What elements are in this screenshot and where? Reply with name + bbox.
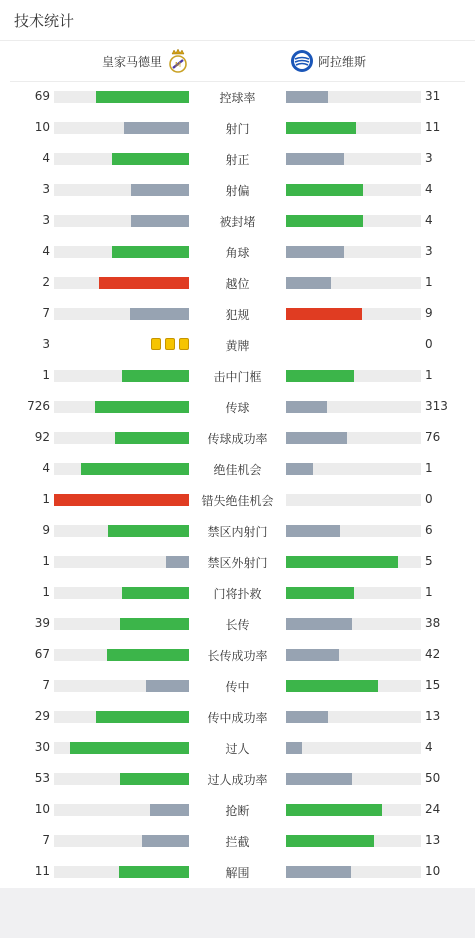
home-stat-bar xyxy=(54,835,189,847)
home-stat-value: 92 xyxy=(34,430,50,444)
home-stat-value: 4 xyxy=(42,151,50,165)
away-stat-value: 10 xyxy=(425,864,441,878)
away-stat-bar-fill xyxy=(286,525,340,537)
away-stat-value: 0 xyxy=(425,337,433,351)
home-stat-bar xyxy=(54,463,189,475)
home-stat-bar-fill xyxy=(122,587,190,599)
away-stat-bar xyxy=(286,556,421,568)
away-stat-value: 1 xyxy=(425,461,433,475)
away-stat-bar xyxy=(286,401,421,413)
yellow-card-icon xyxy=(165,338,175,350)
stat-label: 禁区外射门 xyxy=(207,556,268,570)
home-stat-bar-fill xyxy=(120,773,189,785)
home-stat-value: 11 xyxy=(34,864,50,878)
stat-row xyxy=(0,763,475,794)
stat-label: 禁区内射门 xyxy=(207,525,268,539)
stat-label: 射正 xyxy=(225,153,250,167)
home-stat-value: 4 xyxy=(42,244,50,258)
away-stat-bar xyxy=(286,122,421,134)
away-stat-value: 76 xyxy=(425,430,441,444)
home-stat-value: 39 xyxy=(34,616,50,630)
stat-label: 控球率 xyxy=(219,91,256,105)
away-stat-bar-fill xyxy=(286,649,339,661)
away-stat-bar-fill xyxy=(286,122,356,134)
away-stat-bar xyxy=(286,370,421,382)
home-stat-bar-fill xyxy=(95,401,190,413)
home-stat-value: 3 xyxy=(42,182,50,196)
away-stat-value: 9 xyxy=(425,306,433,320)
home-stat-value: 10 xyxy=(34,802,50,816)
away-stat-bar xyxy=(286,804,421,816)
stat-label: 解围 xyxy=(225,866,250,880)
home-stat-bar-fill xyxy=(119,866,189,878)
away-stat-bar-fill xyxy=(286,463,313,475)
away-stat-bar-fill xyxy=(286,153,344,165)
home-stat-value: 29 xyxy=(34,709,50,723)
away-stat-bar-fill xyxy=(286,277,331,289)
home-stat-value: 10 xyxy=(34,120,50,134)
home-stat-value: 9 xyxy=(42,523,50,537)
home-stat-value: 1 xyxy=(42,554,50,568)
away-stat-value: 1 xyxy=(425,368,433,382)
stat-label: 被封堵 xyxy=(219,215,256,229)
home-stat-bar-fill xyxy=(124,122,189,134)
away-stat-bar-fill xyxy=(286,742,302,754)
stat-label: 射偏 xyxy=(225,184,250,198)
stat-label: 过人 xyxy=(225,742,250,756)
stat-row xyxy=(0,143,475,174)
home-team-name: 皇家马德里 xyxy=(102,54,163,69)
home-stat-bar xyxy=(54,370,189,382)
stat-label: 门将扑救 xyxy=(213,587,262,601)
stat-row xyxy=(0,422,475,453)
home-stat-bar xyxy=(54,122,189,134)
home-stat-bar-fill xyxy=(54,494,189,506)
yellow-card-icon xyxy=(179,338,189,350)
page-title: 技术统计 xyxy=(0,0,475,41)
stat-row xyxy=(0,701,475,732)
stat-row xyxy=(0,236,475,267)
home-stat-bar-fill xyxy=(99,277,189,289)
home-stat-value: 1 xyxy=(42,368,50,382)
home-stat-bar-fill xyxy=(131,184,189,196)
away-stat-bar xyxy=(286,308,421,320)
away-stat-bar xyxy=(286,525,421,537)
home-stat-value: 3 xyxy=(42,337,50,351)
home-stat-bar-fill xyxy=(122,370,190,382)
alaves-crest-icon xyxy=(290,49,314,73)
home-stat-bar-fill xyxy=(131,215,189,227)
home-stat-value: 1 xyxy=(42,585,50,599)
home-stat-value: 7 xyxy=(42,833,50,847)
home-stat-bar xyxy=(54,680,189,692)
away-stat-value: 6 xyxy=(425,523,433,537)
away-stat-value: 1 xyxy=(425,275,433,289)
away-stat-bar xyxy=(286,742,421,754)
home-stat-bar xyxy=(54,804,189,816)
away-stat-bar xyxy=(286,432,421,444)
away-stat-value: 42 xyxy=(425,647,441,661)
away-stat-value: 50 xyxy=(425,771,441,785)
away-stat-value: 0 xyxy=(425,492,433,506)
stat-label: 错失绝佳机会 xyxy=(201,494,274,508)
away-stat-value: 4 xyxy=(425,213,433,227)
away-stat-bar-fill xyxy=(286,866,351,878)
stat-row xyxy=(0,732,475,763)
home-stat-bar xyxy=(54,649,189,661)
stat-row xyxy=(0,267,475,298)
away-stat-bar-fill xyxy=(286,184,363,196)
away-stat-value: 3 xyxy=(425,244,433,258)
away-stat-value: 4 xyxy=(425,182,433,196)
away-stat-bar xyxy=(286,773,421,785)
home-stat-bar-fill xyxy=(112,153,189,165)
stat-row xyxy=(0,329,475,360)
away-stat-value: 4 xyxy=(425,740,433,754)
home-team[interactable] xyxy=(102,41,188,81)
home-stat-bar xyxy=(54,587,189,599)
stat-row xyxy=(0,546,475,577)
home-stat-value: 7 xyxy=(42,678,50,692)
home-stat-bar-fill xyxy=(70,742,189,754)
away-stat-value: 15 xyxy=(425,678,441,692)
away-stat-bar-fill xyxy=(286,556,398,568)
home-stat-bar-fill xyxy=(166,556,189,568)
stat-label: 传中成功率 xyxy=(207,711,268,725)
home-stat-value: 30 xyxy=(34,740,50,754)
away-stat-bar xyxy=(286,184,421,196)
away-stat-value: 3 xyxy=(425,151,433,165)
stat-row xyxy=(0,174,475,205)
stat-label: 传球成功率 xyxy=(207,432,268,446)
home-stat-bar-fill xyxy=(81,463,189,475)
away-stat-bar xyxy=(286,649,421,661)
away-stat-bar-fill xyxy=(286,711,328,723)
home-stat-bar xyxy=(54,401,189,413)
home-stat-value: 67 xyxy=(34,647,50,661)
yellow-cards xyxy=(54,338,189,352)
away-stat-bar xyxy=(286,618,421,630)
away-stat-bar-fill xyxy=(286,432,347,444)
home-stat-bar-fill xyxy=(150,804,189,816)
stat-label: 过人成功率 xyxy=(207,773,268,787)
home-stat-bar-fill xyxy=(142,835,189,847)
home-stat-value: 3 xyxy=(42,213,50,227)
home-stat-bar xyxy=(54,277,189,289)
away-stat-value: 11 xyxy=(425,120,441,134)
away-stat-bar xyxy=(286,463,421,475)
away-stat-bar xyxy=(286,153,421,165)
stat-row xyxy=(0,515,475,546)
home-stat-value: 53 xyxy=(34,771,50,785)
home-stat-bar-fill xyxy=(108,525,189,537)
stat-label: 绝佳机会 xyxy=(213,463,262,477)
stat-label: 传中 xyxy=(225,680,250,694)
away-stat-bar-fill xyxy=(286,680,378,692)
home-stat-bar xyxy=(54,742,189,754)
home-stat-bar xyxy=(54,246,189,258)
away-stat-bar-fill xyxy=(286,370,354,382)
away-stat-bar xyxy=(286,587,421,599)
away-stat-bar-fill xyxy=(286,773,352,785)
home-stat-bar xyxy=(54,153,189,165)
stat-label: 抢断 xyxy=(225,804,250,818)
home-stat-bar-fill xyxy=(120,618,189,630)
away-stat-bar xyxy=(286,215,421,227)
home-stat-bar xyxy=(54,618,189,630)
stat-row xyxy=(0,81,475,112)
home-stat-bar xyxy=(54,711,189,723)
home-stat-value: 4 xyxy=(42,461,50,475)
stat-row xyxy=(0,577,475,608)
away-stat-bar xyxy=(286,494,421,506)
stat-row xyxy=(0,205,475,236)
stat-row xyxy=(0,856,475,887)
home-stat-bar-fill xyxy=(96,711,189,723)
home-stat-value: 1 xyxy=(42,492,50,506)
away-stat-bar-fill xyxy=(286,215,363,227)
away-stat-bar-fill xyxy=(286,804,382,816)
home-stat-bar-fill xyxy=(146,680,189,692)
stat-row xyxy=(0,360,475,391)
team-header xyxy=(10,41,465,82)
stat-row xyxy=(0,112,475,143)
away-stat-bar-fill xyxy=(286,401,327,413)
stat-row xyxy=(0,825,475,856)
away-stat-bar-fill xyxy=(286,835,374,847)
home-stat-value: 7 xyxy=(42,306,50,320)
home-stat-bar-fill xyxy=(112,246,189,258)
svg-text:M: M xyxy=(174,61,182,69)
away-stat-value: 24 xyxy=(425,802,441,816)
home-stat-value: 69 xyxy=(34,89,50,103)
stat-label: 长传 xyxy=(225,618,250,632)
stat-label: 击中门框 xyxy=(213,370,262,384)
home-stat-bar xyxy=(54,215,189,227)
home-stat-bar xyxy=(54,866,189,878)
away-stat-value: 13 xyxy=(425,709,441,723)
stat-label: 拦截 xyxy=(225,835,250,849)
stat-row xyxy=(0,794,475,825)
stat-row xyxy=(0,670,475,701)
home-stat-bar-fill xyxy=(96,91,189,103)
stat-label: 角球 xyxy=(225,246,250,260)
stat-row xyxy=(0,639,475,670)
away-stat-value: 313 xyxy=(425,399,448,413)
away-stat-bar xyxy=(286,680,421,692)
away-team[interactable] xyxy=(290,41,366,81)
away-stat-bar-fill xyxy=(286,587,354,599)
away-stat-value: 31 xyxy=(425,89,441,103)
away-stat-value: 38 xyxy=(425,616,441,630)
stat-row xyxy=(0,453,475,484)
away-stat-bar-fill xyxy=(286,246,344,258)
away-stat-bar xyxy=(286,835,421,847)
home-stat-bar xyxy=(54,525,189,537)
away-stat-value: 1 xyxy=(425,585,433,599)
home-stat-value: 726 xyxy=(27,399,50,413)
stat-label: 射门 xyxy=(225,122,250,136)
stat-label: 黄牌 xyxy=(225,339,250,353)
home-stat-bar-fill xyxy=(107,649,189,661)
away-stat-bar xyxy=(286,866,421,878)
home-stat-bar-fill xyxy=(130,308,189,320)
home-stat-bar xyxy=(54,556,189,568)
real-madrid-crest-icon xyxy=(168,48,188,74)
stat-label: 长传成功率 xyxy=(207,649,268,663)
away-stat-value: 13 xyxy=(425,833,441,847)
away-stat-bar-fill xyxy=(286,308,362,320)
home-stat-bar xyxy=(54,184,189,196)
home-stat-bar xyxy=(54,91,189,103)
home-stat-bar xyxy=(54,308,189,320)
home-stat-bar xyxy=(54,432,189,444)
away-stat-bar xyxy=(286,91,421,103)
away-stat-bar xyxy=(286,277,421,289)
away-stat-bar-fill xyxy=(286,618,352,630)
home-stat-bar-fill xyxy=(115,432,189,444)
stats-list xyxy=(0,81,475,887)
home-stat-value: 2 xyxy=(42,275,50,289)
stat-row xyxy=(0,391,475,422)
page-footer-background xyxy=(0,888,475,938)
stat-row xyxy=(0,298,475,329)
away-stat-bar xyxy=(286,246,421,258)
stat-row xyxy=(0,484,475,515)
yellow-card-icon xyxy=(151,338,161,350)
stat-row xyxy=(0,608,475,639)
stat-label: 越位 xyxy=(225,277,250,291)
home-stat-bar xyxy=(54,494,189,506)
away-stat-bar xyxy=(286,711,421,723)
away-stat-value: 5 xyxy=(425,554,433,568)
away-stat-bar-fill xyxy=(286,91,328,103)
home-stat-bar xyxy=(54,773,189,785)
stat-label: 犯规 xyxy=(225,308,250,322)
stat-label: 传球 xyxy=(225,401,250,415)
away-team-name: 阿拉维斯 xyxy=(318,54,367,69)
